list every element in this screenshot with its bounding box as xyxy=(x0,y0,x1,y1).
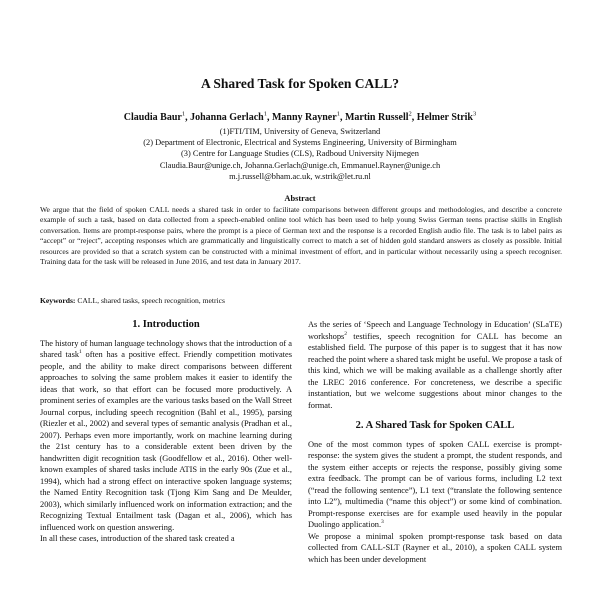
email-line: m.j.russell@bham.ac.uk, w.strik@let.ru.nl xyxy=(229,171,371,181)
abstract-heading: Abstract xyxy=(284,194,316,203)
email-line: Claudia.Baur@unige.ch, Johanna.Gerlach@unige.ch, Emmanuel.Rayner@unige.ch xyxy=(159,160,441,170)
abstract-text: We argue that the field of spoken CALL needs a shared task in order to facilitate comparisons between different groups and methodologies, and describe a concrete example of such a task, based on data collected from a speech-enabled online tool which has been used to help young Swiss German teens practise skills in English conversation. Items are prompt-response pairs, where the prompt is a piece of German text and the response is a recorded English audio file. The task is to label pairs as “accept” or “reject”, accepting responses which are grammatically and linguistically correct to match a set of hidden gold standard answers as closely as possible. Initial resources are provided so that a scratch system can be constructed with a minimal investment of effort, and in particular without necessarily using a speech recogniser. Training data for the task will be released in June 2016, and test data in January 2017. xyxy=(40,205,562,267)
affiliation-line: (2) Department of Electronic, Electrical and Systems Engineering, University of Birmingham xyxy=(143,138,457,148)
right-column xyxy=(308,319,562,565)
footnote-marker: 3 xyxy=(381,519,384,526)
section-heading-shared-task: 2. A Shared Task for Spoken CALL xyxy=(355,420,515,431)
paragraph: We propose a minimal spoken prompt-response task based on data collected from CALL-SLT (Rayner et al., 2010), a spoken CALL system which has been under development xyxy=(308,531,562,564)
paper-title: A Shared Task for Spoken CALL? xyxy=(201,76,399,91)
author: Manny Rayner$^1$, xyxy=(271,111,345,124)
affiliations xyxy=(0,126,600,182)
paragraph: One of the most common types of spoken CALL exercise is prompt-response: the system gives the student a prompt, the student responds, and the system either accepts or rejects the response, possibly giving some extra feedback. The prompt can be of various forms, including L2 text (“read the following sentence”), L1 text (“translate the following sentence into L2”), multimedia (“name this object”) or some kind of combination. Prompt-response exercises are for example used heavily in the popular Duolingo application.$^3$ xyxy=(308,439,562,529)
author: Claudia Baur$^1$, xyxy=(123,111,191,124)
keywords xyxy=(40,296,562,305)
paragraph: As the series of ‘Speech and Language Technology in Education’ (SLaTE) workshops$^2$ testifies, speech recognition for CALL has become an established field. The purpose of this paper is to suggest that it has now reached the point where a shared task might be useful. We propose a task of this kind, which we will be making available as a challenge shortly after the LREC 2016 conference. For concreteness, we describe a specific instantiation, but we welcome suggestions about minor changes to the format. xyxy=(308,320,562,410)
author-list xyxy=(0,111,600,123)
footnote-marker: 1 xyxy=(79,349,82,356)
author: Martin Russell$^2$, xyxy=(344,111,417,124)
affiliation-line: (3) Centre for Language Studies (CLS), Radboud University Nijmegen xyxy=(181,149,419,159)
left-column xyxy=(40,319,292,545)
author: Helmer Strik$^3$ xyxy=(416,111,477,124)
footnote-marker: 2 xyxy=(344,330,348,337)
keywords-text: CALL, shared tasks, speech recognition, metrics xyxy=(75,296,225,305)
keywords-label: Keywords: xyxy=(40,296,76,305)
paragraph: In all these cases, introduction of the shared task created a xyxy=(40,534,235,543)
section-heading-introduction: 1. Introduction xyxy=(132,319,200,330)
paragraph: The history of human language technology shows that the introduction of a shared task$^1$ often has a positive effect. Friendly competition motivates people, and the ability to make direct comparisons between different approaches to solving the same problem makes it easier to identify the ideas that work, so that effort can be focused more productively. A prominent series of examples are the various tasks based on the Wall Street Journal corpus, including speech recognition (Bahl et al., 1995), parsing (Riezler et al., 2002) and several types of semantic analysis (Pradhan et al., 2007). Perhaps even more importantly, work on machine learning during the 21st century has to a considerable extent been driven by the handwritten digit recognition task (Goodfellow et al., 2016). Other well-known examples of shared tasks include ATIS in the early 90s (Zue et al., 1994), which had a strong effect on interactive spoken language systems; the Named Entity Recognition task (Tjong Kim Sang and De Meulder, 2003), which similarly influenced work on information extraction; and the Recognizing Textual Entailment task (Dagan et al., 2006), which has influenced work on question answering. xyxy=(40,338,292,532)
author: Johanna Gerlach$^1$, xyxy=(190,111,272,124)
affiliation-line: (1)FTI/TIM, University of Geneva, Switzerland xyxy=(219,127,381,136)
